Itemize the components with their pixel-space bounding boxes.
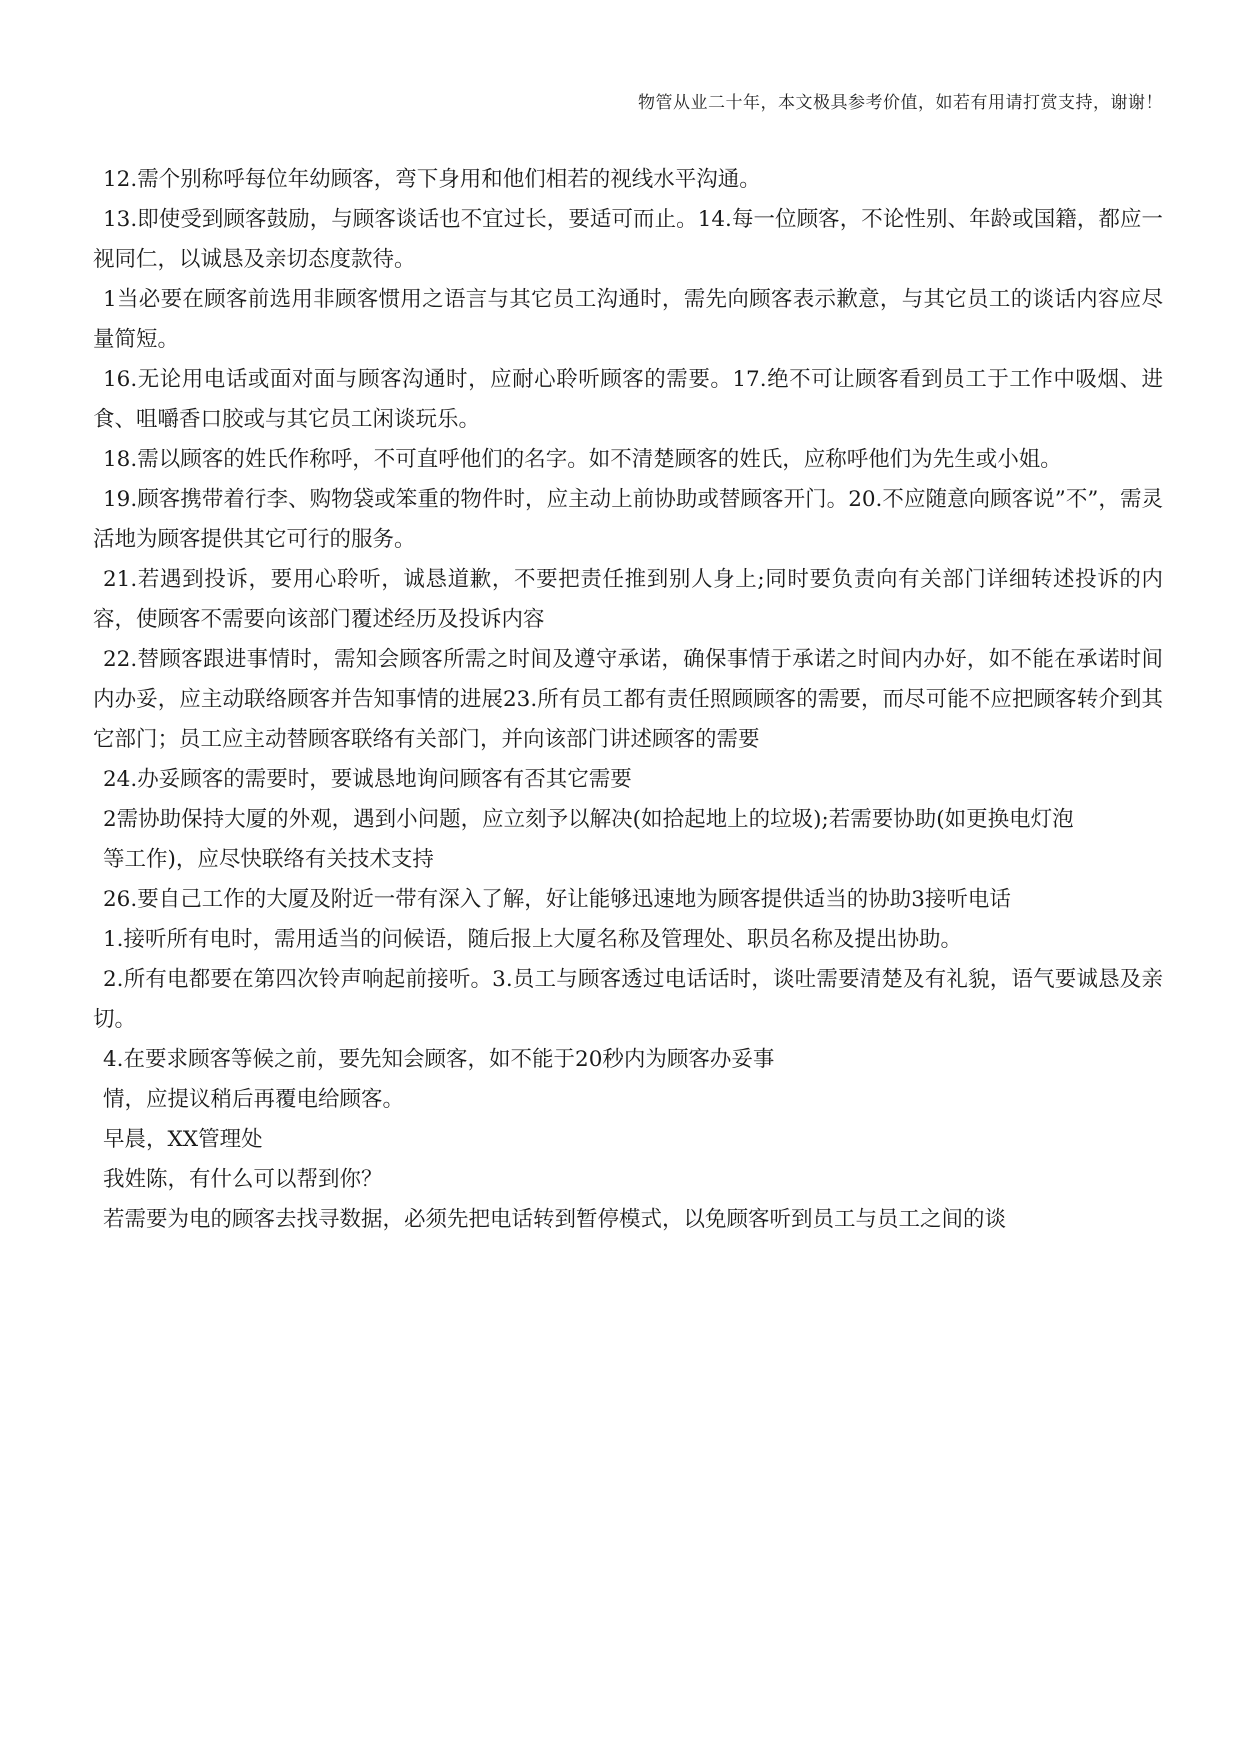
paragraph: 24.办妥顾客的需要时，要诚恳地询问顾客有否其它需要 <box>103 767 632 792</box>
paragraph: 2.所有电都要在第四次铃声响起前接听。3.员工与顾客透过电话话时，谈吐需要清楚及有礼貌，语气要诚恳及亲切。 <box>93 967 1163 1032</box>
paragraph: 21.若遇到投诉，要用心聆听，诚恳道歉，不要把责任推到别人身上;同时要负责向有关部门详细转述投诉的内容，使顾客不需要向该部门覆述经历及投诉内容 <box>93 567 1163 632</box>
paragraph: 13.即使受到顾客鼓励，与顾客谈话也不宜过长，要适可而止。14.每一位顾客，不论性别、年龄或国籍，都应一视同仁，以诚恳及亲切态度款待。 <box>93 207 1163 272</box>
page-header-note: 物管从业二十年，本文极具参考价值，如若有用请打赏支持，谢谢！ <box>638 93 1163 113</box>
paragraph: 2需协助保持大厦的外观，遇到小问题，应立刻予以解决(如拾起地上的垃圾);若需要协助(如更换电灯泡 <box>103 807 1074 832</box>
paragraph: 19.顾客携带着行李、购物袋或笨重的物件时，应主动上前协助或替顾客开门。20.不应随意向顾客说”不”，需灵活地为顾客提供其它可行的服务。 <box>93 487 1163 552</box>
paragraph: 16.无论用电话或面对面与顾客沟通时，应耐心聆听顾客的需要。17.绝不可让顾客看到员工于工作中吸烟、进食、咀嚼香口胶或与其它员工闲谈玩乐。 <box>93 367 1163 432</box>
paragraph: 22.替顾客跟进事情时，需知会顾客所需之时间及遵守承诺，确保事情于承诺之时间内办好，如不能在承诺时间内办妥，应主动联络顾客并告知事情的进展23.所有员工都有责任照顾顾客的需要，而尽可能不应把顾客转介到其它部门；员工应主动替顾客联络有关部门，并向该部门讲述顾客的需要 <box>93 647 1163 752</box>
paragraph: 1.接听所有电时，需用适当的问候语，随后报上大厦名称及管理处、职员名称及提出协助。 <box>103 927 963 952</box>
document-body <box>93 160 1163 1240</box>
paragraph: 1当必要在顾客前选用非顾客惯用之语言与其它员工沟通时，需先向顾客表示歉意，与其它员工的谈话内容应尽量简短。 <box>93 287 1163 352</box>
paragraph: 12.需个别称呼每位年幼顾客，弯下身用和他们相若的视线水平沟通。 <box>103 167 761 192</box>
paragraph: 等工作)，应尽快联络有关技术支持 <box>103 847 434 872</box>
paragraph: 早晨，XX管理处 <box>103 1127 263 1152</box>
paragraph: 18.需以顾客的姓氏作称呼，不可直呼他们的名字。如不清楚顾客的姓氏，应称呼他们为先生或小姐。 <box>103 447 1062 472</box>
paragraph: 若需要为电的顾客去找寻数据，必须先把电话转到暂停模式，以免顾客听到员工与员工之间的谈 <box>103 1207 1007 1232</box>
paragraph: 我姓陈，有什么可以帮到你？ <box>103 1167 383 1192</box>
paragraph: 情，应提议稍后再覆电给顾客。 <box>103 1087 405 1112</box>
paragraph: 26.要自己工作的大厦及附近一带有深入了解，好让能够迅速地为顾客提供适当的协助3接听电话 <box>103 887 1011 912</box>
paragraph: 4.在要求顾客等候之前，要先知会顾客，如不能于20秒内为顾客办妥事 <box>103 1047 775 1072</box>
